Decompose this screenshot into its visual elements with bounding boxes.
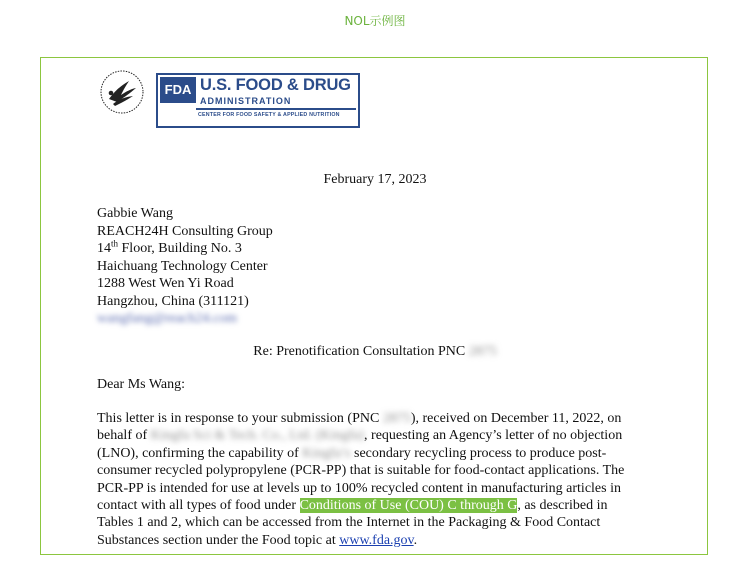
recipient-company: REACH24H Consulting Group	[97, 223, 273, 239]
redacted-company: Kingfa Sci & Tech. Co., Ltd. (Kingfa)	[150, 428, 365, 444]
body-line: consumer recycled polypropylene (PCR-PP) that is suitable for food-contact applications. The	[97, 463, 625, 479]
fda-logo-title: U.S. FOOD & DRUG	[200, 76, 351, 94]
page-caption: NOL示例图	[344, 14, 406, 28]
fda-logo-box: FDA	[160, 77, 196, 103]
redacted-pnc: 2875	[382, 411, 411, 426]
recipient-name: Gabbie Wang	[97, 206, 173, 221]
recipient-floor: 14th Floor, Building No. 3	[97, 238, 242, 256]
recipient-street: 1288 West Wen Yi Road	[97, 276, 234, 291]
body-line: This letter is in response to your submission (PNC 2875), received on December 11, 2022, on	[97, 411, 622, 426]
recipient-center: Haichuang Technology Center	[97, 258, 268, 274]
hhs-seal-icon	[99, 69, 145, 115]
redacted-pnc: 2875	[468, 344, 497, 359]
fda-logo-center: CENTER FOR FOOD SAFETY & APPLIED NUTRITION	[198, 112, 340, 118]
fda-website-link[interactable]: www.fda.gov	[339, 532, 414, 548]
body-line: Tables 1 and 2, which can be accessed from the Internet in the Packaging & Food Contact	[97, 515, 601, 531]
recipient-city: Hangzhou, China (311121)	[97, 293, 249, 309]
fda-logo-subtitle: ADMINISTRATION	[200, 96, 292, 106]
body-line: (LNO), confirming the capability of Kingfa’s secondary recycling process to produce post-	[97, 445, 607, 461]
body-line: behalf of Kingfa Sci & Tech. Co., Ltd. (Kingfa), requesting an Agency’s letter of no objection	[97, 428, 623, 444]
body-paragraph	[97, 410, 669, 549]
highlighted-cou: Conditions of Use (COU) C through G	[299, 497, 518, 513]
body-line: PCR-PP is intended for use at levels up to 100% recycled content in manufacturing articles in	[97, 480, 621, 496]
salutation: Dear Ms Wang:	[97, 377, 186, 392]
letter-date: February 17, 2023	[323, 172, 427, 187]
fda-logo	[156, 73, 360, 128]
letter-frame	[40, 57, 708, 555]
recipient-address	[97, 205, 273, 328]
subject-line: Re: Prenotification Consultation PNC 2875	[253, 344, 497, 359]
fda-logo-divider	[196, 108, 356, 110]
redacted-company-short: Kingfa’s	[302, 445, 351, 461]
body-line: contact with all types of food under Conditions of Use (COU) C through G, as described in	[97, 497, 608, 513]
recipient-email-redacted: wangfang@reach24.com	[97, 311, 237, 326]
body-line: Substances section under the Food topic at www.fda.gov.	[97, 532, 418, 548]
